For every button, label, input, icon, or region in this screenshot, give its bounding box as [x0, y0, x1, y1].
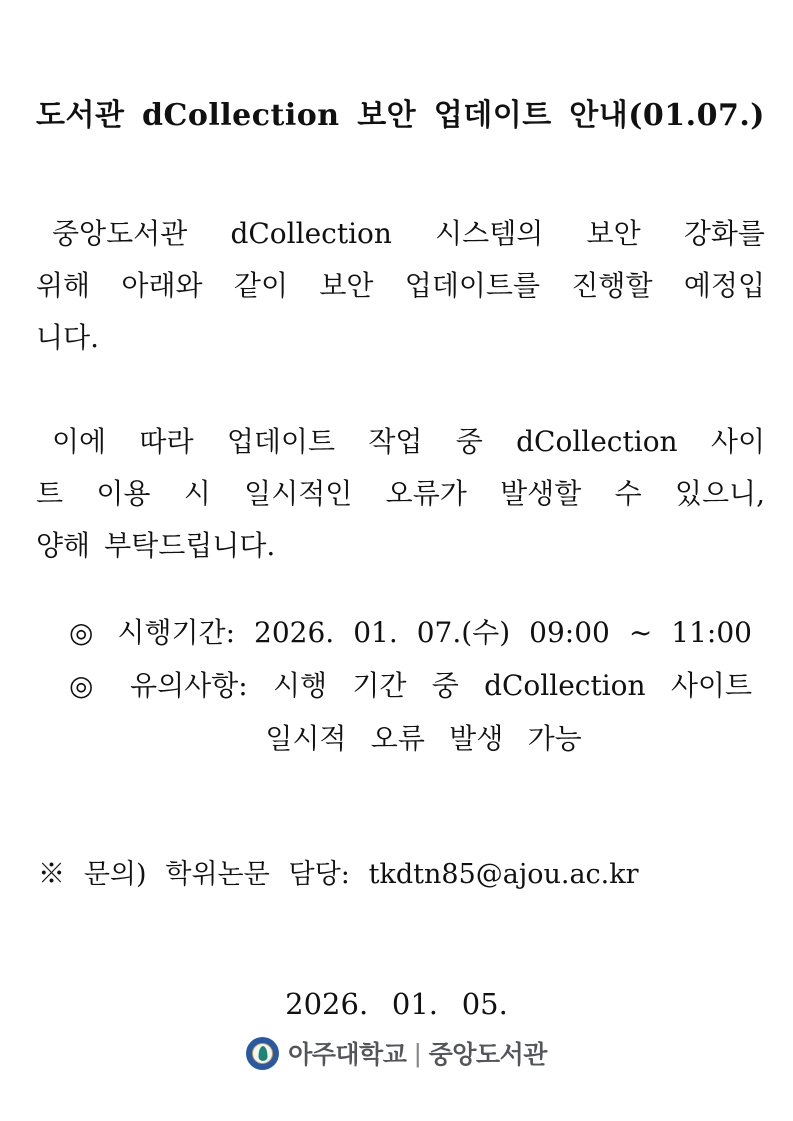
library-name: 중앙도서관	[428, 1041, 547, 1069]
detail-caution: ◎ 유의사항: 시행 기간 중 dCollection 사이트	[69, 669, 752, 702]
notice-title: 도서관 dCollection 보안 업데이트 안내(01.07.)	[36, 98, 765, 133]
paragraph-intro-line-3: 니다.	[36, 321, 99, 354]
ajou-university-seal-icon	[246, 1037, 279, 1070]
paragraph-impact-line-1: 이에 따라 업데이트 작업 중 dCollection 사이	[52, 425, 765, 458]
university-name: 아주대학교	[288, 1041, 407, 1069]
footer-wordmark	[288, 1035, 547, 1071]
seal-leaf-shape	[258, 1046, 267, 1061]
detail-period: ◎ 시행기간: 2026. 01. 07.(수) 09:00 ~ 11:00	[69, 616, 752, 649]
wordmark-separator: |	[414, 1038, 421, 1068]
paragraph-intro	[36, 208, 765, 364]
issue-date: 2026. 01. 05.	[285, 987, 508, 1021]
paragraph-intro-line-1: 중앙도서관 dCollection 시스템의 보안 강화를	[52, 217, 765, 250]
footer-logo	[0, 1035, 793, 1071]
paragraph-impact-line-3: 양해 부탁드립니다.	[36, 529, 276, 562]
contact-info: ※ 문의) 학위논문 담당: tkdtn85@ajou.ac.kr	[38, 859, 639, 890]
update-details	[69, 606, 752, 765]
detail-caution-continued: 일시적 오류 발생 가능	[265, 722, 582, 755]
paragraph-intro-line-2: 위해 아래와 같이 보안 업데이트를 진행할 예정입	[36, 269, 765, 302]
paragraph-impact-line-2: 트 이용 시 일시적인 오류가 발생할 수 있으니,	[36, 477, 765, 510]
paragraph-impact	[36, 416, 765, 572]
